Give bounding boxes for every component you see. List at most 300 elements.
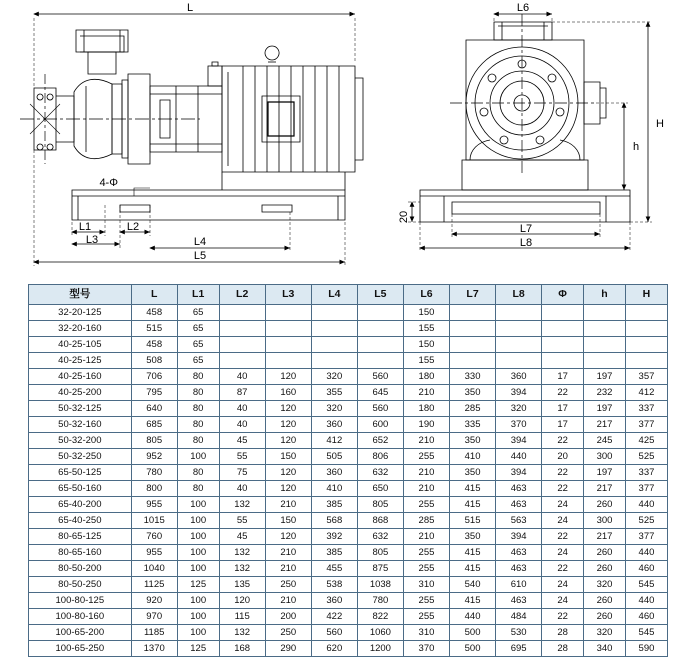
dimension-cell bbox=[496, 353, 542, 369]
model-cell: 50-32-160 bbox=[29, 417, 132, 433]
pump-dimension-drawing bbox=[0, 0, 690, 280]
dimension-cell bbox=[265, 353, 311, 369]
dimension-cell: 290 bbox=[265, 641, 311, 657]
dimension-cell: 640 bbox=[131, 401, 177, 417]
dimension-cell: 132 bbox=[219, 497, 265, 513]
dimension-cell: 458 bbox=[131, 305, 177, 321]
dimension-cell: 17 bbox=[542, 417, 584, 433]
dimension-cell: 370 bbox=[496, 417, 542, 433]
dimension-cell: 385 bbox=[311, 545, 357, 561]
dimension-cell: 217 bbox=[584, 481, 626, 497]
dimension-cell: 350 bbox=[450, 433, 496, 449]
dimension-cell: 610 bbox=[496, 577, 542, 593]
model-cell: 50-32-250 bbox=[29, 449, 132, 465]
specification-table bbox=[28, 284, 668, 657]
dimension-cell bbox=[542, 305, 584, 321]
dimension-cell: 210 bbox=[403, 529, 449, 545]
dimension-cell: 135 bbox=[219, 577, 265, 593]
dimension-cell: 150 bbox=[265, 449, 311, 465]
table-row bbox=[29, 545, 668, 561]
table-row bbox=[29, 561, 668, 577]
dimension-cell: 545 bbox=[625, 577, 667, 593]
dimension-cell: 255 bbox=[403, 497, 449, 513]
dimension-cell: 458 bbox=[131, 337, 177, 353]
dimension-cell: 685 bbox=[131, 417, 177, 433]
table-header-cell: L7 bbox=[450, 285, 496, 305]
dimension-cell: 632 bbox=[357, 529, 403, 545]
dimension-cell: 132 bbox=[219, 545, 265, 561]
dimension-cell: 160 bbox=[265, 385, 311, 401]
dimension-cell: 40 bbox=[219, 401, 265, 417]
dimension-cell bbox=[542, 321, 584, 337]
table-body bbox=[29, 305, 668, 657]
dimension-cell bbox=[584, 305, 626, 321]
table-row bbox=[29, 449, 668, 465]
table-row bbox=[29, 513, 668, 529]
model-cell: 80-65-125 bbox=[29, 529, 132, 545]
dimension-cell: 422 bbox=[311, 609, 357, 625]
dimension-cell: 22 bbox=[542, 529, 584, 545]
dimension-cell: 440 bbox=[450, 609, 496, 625]
dimension-cell: 260 bbox=[584, 609, 626, 625]
dimension-cell bbox=[265, 305, 311, 321]
model-cell: 80-50-250 bbox=[29, 577, 132, 593]
dimension-cell: 805 bbox=[357, 545, 403, 561]
dimension-cell: 17 bbox=[542, 369, 584, 385]
dimension-cell: 320 bbox=[584, 625, 626, 641]
table-row bbox=[29, 609, 668, 625]
dimension-cell: 285 bbox=[450, 401, 496, 417]
dimension-cell: 250 bbox=[265, 625, 311, 641]
dimension-cell: 132 bbox=[219, 561, 265, 577]
dimension-cell: 132 bbox=[219, 625, 265, 641]
model-cell: 32-20-125 bbox=[29, 305, 132, 321]
dimension-cell: 65 bbox=[177, 305, 219, 321]
dimension-cell: 805 bbox=[131, 433, 177, 449]
model-cell: 65-50-160 bbox=[29, 481, 132, 497]
dimension-cell: 1185 bbox=[131, 625, 177, 641]
dimension-cell: 100 bbox=[177, 593, 219, 609]
dimension-cell bbox=[625, 321, 667, 337]
dim-label-L: L bbox=[186, 2, 194, 14]
dimension-cell: 455 bbox=[311, 561, 357, 577]
dimension-cell: 245 bbox=[584, 433, 626, 449]
model-cell: 100-65-250 bbox=[29, 641, 132, 657]
dimension-cell: 217 bbox=[584, 529, 626, 545]
dimension-cell: 22 bbox=[542, 481, 584, 497]
dimension-cell bbox=[584, 321, 626, 337]
table-header-cell: L3 bbox=[265, 285, 311, 305]
dimension-cell: 210 bbox=[403, 433, 449, 449]
dimension-cell: 360 bbox=[311, 417, 357, 433]
dimension-cell: 425 bbox=[625, 433, 667, 449]
table-header-cell: L bbox=[131, 285, 177, 305]
dim-label-L7: L7 bbox=[519, 223, 533, 235]
dimension-cell: 1040 bbox=[131, 561, 177, 577]
dimension-cell: 800 bbox=[131, 481, 177, 497]
dimension-cell: 320 bbox=[496, 401, 542, 417]
table-row bbox=[29, 369, 668, 385]
dimension-cell bbox=[265, 321, 311, 337]
model-cell: 50-32-125 bbox=[29, 401, 132, 417]
model-cell: 100-65-200 bbox=[29, 625, 132, 641]
model-cell: 100-80-125 bbox=[29, 593, 132, 609]
table-row bbox=[29, 305, 668, 321]
dimension-cell: 100 bbox=[177, 497, 219, 513]
dimension-cell: 563 bbox=[496, 513, 542, 529]
dimension-cell: 210 bbox=[265, 561, 311, 577]
table-row bbox=[29, 641, 668, 657]
dimension-cell bbox=[450, 337, 496, 353]
dimension-cell: 806 bbox=[357, 449, 403, 465]
dimension-cell: 822 bbox=[357, 609, 403, 625]
dimension-cell: 22 bbox=[542, 433, 584, 449]
dim-label-H: H bbox=[656, 118, 664, 130]
dimension-cell: 652 bbox=[357, 433, 403, 449]
table-row bbox=[29, 625, 668, 641]
dimension-cell: 955 bbox=[131, 497, 177, 513]
dimension-cell: 460 bbox=[625, 561, 667, 577]
dimension-cell: 330 bbox=[450, 369, 496, 385]
dimension-cell: 500 bbox=[450, 641, 496, 657]
table-header-cell: L2 bbox=[219, 285, 265, 305]
dim-label-h: h bbox=[632, 141, 640, 153]
dimension-cell bbox=[265, 337, 311, 353]
dimension-cell: 80 bbox=[177, 481, 219, 497]
dimension-cell: 1060 bbox=[357, 625, 403, 641]
dimension-cell: 120 bbox=[265, 465, 311, 481]
specification-table-container bbox=[28, 284, 668, 657]
dimension-cell: 970 bbox=[131, 609, 177, 625]
dimension-cell: 310 bbox=[403, 625, 449, 641]
dimension-cell: 210 bbox=[265, 545, 311, 561]
dimension-cell: 100 bbox=[177, 545, 219, 561]
table-header-cell: Φ bbox=[542, 285, 584, 305]
dimension-cell bbox=[219, 305, 265, 321]
model-cell: 65-40-250 bbox=[29, 513, 132, 529]
dimension-cell: 24 bbox=[542, 513, 584, 529]
dimension-cell: 463 bbox=[496, 593, 542, 609]
dimension-cell: 65 bbox=[177, 337, 219, 353]
dimension-cell bbox=[542, 337, 584, 353]
drawing-svg bbox=[0, 0, 690, 280]
dimension-cell bbox=[311, 337, 357, 353]
dimension-cell: 335 bbox=[450, 417, 496, 433]
dimension-cell: 415 bbox=[450, 497, 496, 513]
table-header-cell: L4 bbox=[311, 285, 357, 305]
dimension-cell: 300 bbox=[584, 449, 626, 465]
dimension-cell: 120 bbox=[265, 401, 311, 417]
dimension-cell: 394 bbox=[496, 529, 542, 545]
dimension-cell: 780 bbox=[131, 465, 177, 481]
model-cell: 80-65-160 bbox=[29, 545, 132, 561]
table-row bbox=[29, 593, 668, 609]
dimension-cell: 24 bbox=[542, 497, 584, 513]
model-cell: 32-20-160 bbox=[29, 321, 132, 337]
dimension-cell: 260 bbox=[584, 561, 626, 577]
dimension-cell: 210 bbox=[403, 385, 449, 401]
dimension-cell: 100 bbox=[177, 513, 219, 529]
dimension-cell: 440 bbox=[496, 449, 542, 465]
dimension-cell bbox=[219, 353, 265, 369]
dimension-cell bbox=[311, 321, 357, 337]
dimension-cell: 45 bbox=[219, 433, 265, 449]
dimension-cell: 150 bbox=[265, 513, 311, 529]
dimension-cell: 24 bbox=[542, 577, 584, 593]
dimension-cell: 80 bbox=[177, 417, 219, 433]
dimension-cell bbox=[584, 337, 626, 353]
dimension-cell: 484 bbox=[496, 609, 542, 625]
dimension-cell bbox=[311, 353, 357, 369]
dimension-cell: 190 bbox=[403, 417, 449, 433]
dimension-cell bbox=[450, 353, 496, 369]
dimension-cell: 22 bbox=[542, 465, 584, 481]
dimension-cell: 80 bbox=[177, 369, 219, 385]
dimension-cell bbox=[357, 337, 403, 353]
dimension-cell: 525 bbox=[625, 513, 667, 529]
dimension-cell: 340 bbox=[584, 641, 626, 657]
dimension-cell: 392 bbox=[311, 529, 357, 545]
model-cell: 50-32-200 bbox=[29, 433, 132, 449]
dimension-cell: 463 bbox=[496, 561, 542, 577]
dimension-cell bbox=[219, 321, 265, 337]
dimension-cell: 80 bbox=[177, 465, 219, 481]
dimension-cell: 500 bbox=[450, 625, 496, 641]
table-header-cell: 型号 bbox=[29, 285, 132, 305]
dimension-cell: 100 bbox=[177, 609, 219, 625]
dimension-cell: 197 bbox=[584, 401, 626, 417]
table-row bbox=[29, 353, 668, 369]
dimension-cell: 255 bbox=[403, 593, 449, 609]
dimension-cell: 320 bbox=[584, 577, 626, 593]
dimension-cell: 255 bbox=[403, 449, 449, 465]
model-cell: 40-25-160 bbox=[29, 369, 132, 385]
model-cell: 40-25-105 bbox=[29, 337, 132, 353]
dimension-cell: 460 bbox=[625, 609, 667, 625]
dimension-cell: 255 bbox=[403, 545, 449, 561]
dimension-cell: 515 bbox=[450, 513, 496, 529]
dimension-cell: 310 bbox=[403, 577, 449, 593]
model-cell: 80-50-200 bbox=[29, 561, 132, 577]
dimension-cell: 232 bbox=[584, 385, 626, 401]
dimension-cell: 360 bbox=[311, 593, 357, 609]
dimension-cell bbox=[357, 321, 403, 337]
dimension-cell: 210 bbox=[403, 481, 449, 497]
dimension-cell: 55 bbox=[219, 449, 265, 465]
dimension-cell: 22 bbox=[542, 385, 584, 401]
model-cell: 40-25-125 bbox=[29, 353, 132, 369]
dimension-cell: 320 bbox=[311, 369, 357, 385]
dimension-cell: 560 bbox=[357, 369, 403, 385]
dimension-cell: 1200 bbox=[357, 641, 403, 657]
table-row bbox=[29, 481, 668, 497]
dimension-cell: 100 bbox=[177, 561, 219, 577]
dimension-cell: 65 bbox=[177, 353, 219, 369]
dimension-cell: 875 bbox=[357, 561, 403, 577]
dimension-cell: 150 bbox=[403, 305, 449, 321]
dimension-cell: 125 bbox=[177, 577, 219, 593]
dimension-cell: 357 bbox=[625, 369, 667, 385]
dimension-cell: 17 bbox=[542, 401, 584, 417]
dimension-cell: 168 bbox=[219, 641, 265, 657]
table-header-cell: L1 bbox=[177, 285, 219, 305]
table-row bbox=[29, 321, 668, 337]
dimension-cell: 20 bbox=[542, 449, 584, 465]
dimension-cell: 377 bbox=[625, 417, 667, 433]
dimension-cell: 260 bbox=[584, 593, 626, 609]
dimension-cell: 197 bbox=[584, 465, 626, 481]
dimension-cell: 210 bbox=[403, 465, 449, 481]
table-header-row bbox=[29, 285, 668, 305]
dimension-cell: 515 bbox=[131, 321, 177, 337]
dimension-cell: 200 bbox=[265, 609, 311, 625]
dim-label-20: 20 bbox=[398, 210, 410, 224]
dimension-cell: 120 bbox=[265, 369, 311, 385]
model-cell: 40-25-200 bbox=[29, 385, 132, 401]
dimension-cell: 955 bbox=[131, 545, 177, 561]
dimension-cell: 952 bbox=[131, 449, 177, 465]
table-header-cell: L6 bbox=[403, 285, 449, 305]
dimension-cell bbox=[311, 305, 357, 321]
dimension-cell: 440 bbox=[625, 593, 667, 609]
dimension-cell: 385 bbox=[311, 497, 357, 513]
dimension-cell: 568 bbox=[311, 513, 357, 529]
dimension-cell: 217 bbox=[584, 417, 626, 433]
dimension-cell: 120 bbox=[219, 593, 265, 609]
table-header-cell: L5 bbox=[357, 285, 403, 305]
dimension-cell: 590 bbox=[625, 641, 667, 657]
dimension-cell: 920 bbox=[131, 593, 177, 609]
dimension-cell: 632 bbox=[357, 465, 403, 481]
dimension-cell: 394 bbox=[496, 465, 542, 481]
dimension-cell bbox=[542, 353, 584, 369]
dimension-cell: 1370 bbox=[131, 641, 177, 657]
dimension-cell: 350 bbox=[450, 385, 496, 401]
dimension-cell: 80 bbox=[177, 385, 219, 401]
dimension-cell: 22 bbox=[542, 561, 584, 577]
dimension-cell: 155 bbox=[403, 353, 449, 369]
dimension-cell: 120 bbox=[265, 433, 311, 449]
dimension-cell: 120 bbox=[265, 481, 311, 497]
dimension-cell: 412 bbox=[311, 433, 357, 449]
dimension-cell: 180 bbox=[403, 369, 449, 385]
dimension-cell: 115 bbox=[219, 609, 265, 625]
dimension-cell: 337 bbox=[625, 401, 667, 417]
dimension-cell: 440 bbox=[625, 497, 667, 513]
table-row bbox=[29, 401, 668, 417]
dimension-cell: 410 bbox=[311, 481, 357, 497]
model-cell: 65-50-125 bbox=[29, 465, 132, 481]
dimension-cell: 255 bbox=[403, 561, 449, 577]
dimension-cell: 530 bbox=[496, 625, 542, 641]
dimension-cell: 410 bbox=[450, 449, 496, 465]
table-header-cell: h bbox=[584, 285, 626, 305]
dimension-cell: 210 bbox=[265, 593, 311, 609]
dimension-cell: 463 bbox=[496, 545, 542, 561]
dimension-cell: 560 bbox=[357, 401, 403, 417]
dimension-cell: 285 bbox=[403, 513, 449, 529]
dimension-cell: 45 bbox=[219, 529, 265, 545]
dimension-cell: 394 bbox=[496, 433, 542, 449]
dimension-cell: 197 bbox=[584, 369, 626, 385]
dimension-cell bbox=[625, 305, 667, 321]
dimension-cell bbox=[584, 353, 626, 369]
dimension-cell: 508 bbox=[131, 353, 177, 369]
dimension-cell: 150 bbox=[403, 337, 449, 353]
dimension-cell: 75 bbox=[219, 465, 265, 481]
dimension-cell bbox=[357, 353, 403, 369]
dimension-cell: 1125 bbox=[131, 577, 177, 593]
dimension-cell: 1015 bbox=[131, 513, 177, 529]
dimension-cell bbox=[450, 305, 496, 321]
dimension-cell: 415 bbox=[450, 561, 496, 577]
table-row bbox=[29, 417, 668, 433]
dimension-cell: 100 bbox=[177, 529, 219, 545]
dimension-cell: 805 bbox=[357, 497, 403, 513]
dimension-cell: 255 bbox=[403, 609, 449, 625]
dimension-cell: 394 bbox=[496, 385, 542, 401]
dimension-cell: 868 bbox=[357, 513, 403, 529]
dimension-cell: 250 bbox=[265, 577, 311, 593]
dimension-cell: 360 bbox=[311, 465, 357, 481]
dimension-cell: 600 bbox=[357, 417, 403, 433]
dimension-cell: 28 bbox=[542, 625, 584, 641]
dimension-cell bbox=[625, 337, 667, 353]
dimension-cell: 40 bbox=[219, 369, 265, 385]
dimension-cell bbox=[496, 337, 542, 353]
dimension-cell: 80 bbox=[177, 433, 219, 449]
dimension-cell bbox=[496, 321, 542, 337]
dimension-cell: 760 bbox=[131, 529, 177, 545]
dimension-cell: 463 bbox=[496, 497, 542, 513]
dimension-cell: 377 bbox=[625, 481, 667, 497]
dimension-cell: 300 bbox=[584, 513, 626, 529]
dimension-cell: 180 bbox=[403, 401, 449, 417]
dimension-cell: 360 bbox=[496, 369, 542, 385]
dimension-cell: 80 bbox=[177, 401, 219, 417]
dim-label-L4: L4 bbox=[193, 236, 207, 248]
dimension-cell: 415 bbox=[450, 545, 496, 561]
dim-label-L5: L5 bbox=[193, 250, 207, 262]
dim-label-L3: L3 bbox=[85, 234, 99, 246]
dimension-cell: 695 bbox=[496, 641, 542, 657]
dimension-cell: 1038 bbox=[357, 577, 403, 593]
dimension-cell: 645 bbox=[357, 385, 403, 401]
table-row bbox=[29, 337, 668, 353]
dimension-cell: 87 bbox=[219, 385, 265, 401]
dimension-cell: 377 bbox=[625, 529, 667, 545]
dimension-cell: 40 bbox=[219, 417, 265, 433]
dimension-cell: 620 bbox=[311, 641, 357, 657]
dimension-cell: 463 bbox=[496, 481, 542, 497]
dimension-cell: 100 bbox=[177, 449, 219, 465]
dimension-cell: 210 bbox=[265, 497, 311, 513]
dimension-cell: 55 bbox=[219, 513, 265, 529]
dimension-cell: 650 bbox=[357, 481, 403, 497]
dim-label-bolt-hole: 4-Φ bbox=[99, 177, 118, 189]
dimension-cell: 40 bbox=[219, 481, 265, 497]
dimension-cell: 415 bbox=[450, 481, 496, 497]
table-header-cell: H bbox=[625, 285, 667, 305]
table-row bbox=[29, 497, 668, 513]
dimension-cell: 100 bbox=[177, 625, 219, 641]
dimension-cell: 560 bbox=[311, 625, 357, 641]
dimension-cell: 260 bbox=[584, 497, 626, 513]
dimension-cell: 65 bbox=[177, 321, 219, 337]
dimension-cell: 540 bbox=[450, 577, 496, 593]
dimension-cell bbox=[450, 321, 496, 337]
dimension-cell: 350 bbox=[450, 529, 496, 545]
